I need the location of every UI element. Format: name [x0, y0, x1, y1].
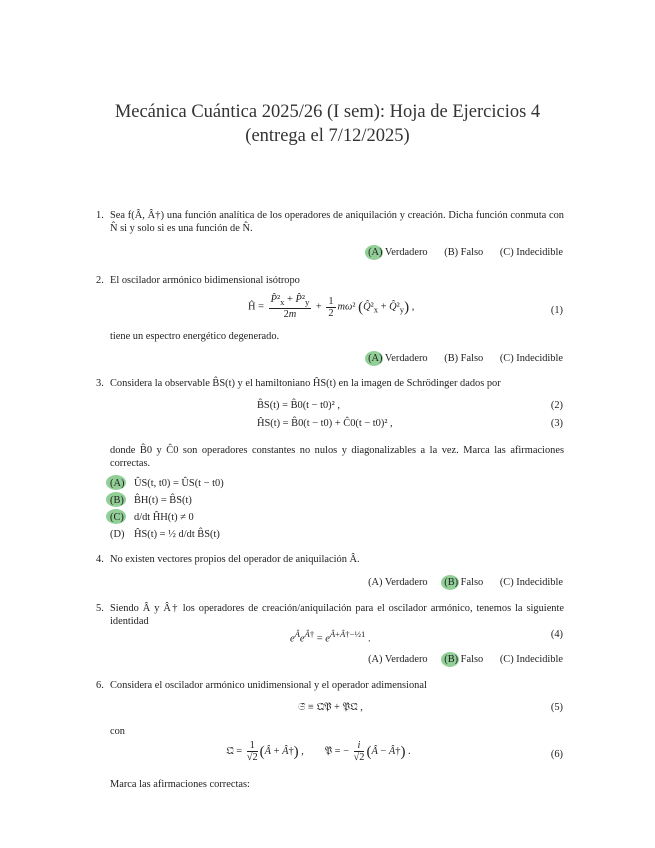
answer-option-false[interactable]: (B) Falso [444, 353, 484, 364]
question-5 [96, 602, 564, 628]
equation-number-2: (2) [550, 400, 563, 411]
answer-option-true[interactable]: (A) Verdadero [368, 247, 428, 258]
answer-option-true[interactable]: (A) Verdadero [368, 577, 428, 588]
item-text: ÛS(t, t0) = ÛS(t − t0) [134, 478, 224, 489]
item-a[interactable] [110, 477, 224, 490]
answer-option-false[interactable]: (B) Falso [444, 577, 484, 588]
question-3 [96, 377, 564, 390]
question-number: 1. [96, 210, 104, 221]
i-over-sqrt2: $\frac{i}{√2}$ [353, 740, 365, 763]
answer-group-5 [354, 654, 563, 665]
question-6 [96, 679, 564, 692]
answer-option-false[interactable]: (B) Falso [444, 654, 484, 665]
answer-option-undecidable[interactable]: (C) Indecidible [499, 247, 563, 258]
question-number: 5. [96, 603, 104, 614]
equation-3: ĤS(t) = B̂0(t − t0) + Ĉ0(t − t0)² , [257, 418, 393, 429]
question-3-items [96, 477, 564, 547]
equation-1: Ĥ = $\frac{P̂^2_x + P̂^2_y}{2m}$ + $\frac{1}{2}$ mω² ($Q̂^2_x$ + $Q̂^2_y$) , [248, 294, 415, 321]
answer-option-true[interactable]: (A) Verdadero [368, 654, 428, 665]
question-4 [96, 553, 564, 566]
kinetic-fraction: $\frac{P̂^2_x + P̂^2_y}{2m}$ [270, 294, 310, 321]
item-label: (B) [110, 494, 134, 507]
answer-group-4 [354, 577, 563, 588]
half-fraction: $\frac{1}{2}$ [328, 295, 334, 319]
answer-option-false[interactable]: (B) Falso [444, 247, 484, 258]
answer-option-undecidable[interactable]: (C) Indecidible [499, 654, 563, 665]
item-label: (A) [110, 477, 134, 490]
equation-6: 𝔔̂ = $\frac{1}{√2}$ (Â + Â†) , 𝔓̂ = − $\frac{i}{√2}$ (Â − Â†) . [226, 740, 411, 763]
document-title [0, 100, 655, 148]
equation-number-3: (3) [550, 418, 563, 429]
equation-number-4: (4) [550, 629, 563, 640]
question-text: El oscilador armónico bidimensional isótropo [110, 275, 300, 286]
item-label: (C) [110, 511, 134, 524]
item-b[interactable] [110, 494, 192, 507]
equation-2: B̂S(t) = B̂0(t − t0)² , [257, 400, 340, 411]
answer-option-undecidable[interactable]: (C) Indecidible [499, 577, 563, 588]
question-2 [96, 274, 564, 287]
question-6-con [96, 725, 564, 738]
question-3-outro [96, 444, 564, 470]
question-number: 3. [96, 378, 104, 389]
equation-5: 𝔖̂ ≡ 𝔔̂𝔓̂ + 𝔓̂𝔔̂ , [298, 702, 363, 713]
question-text: No existen vectores propios del operador de aniquilación Â. [110, 554, 360, 565]
equation-number-6: (6) [550, 749, 563, 760]
item-text: B̂H(t) = B̂S(t) [134, 495, 192, 506]
question-text: con [110, 726, 126, 737]
question-text: Considera la observable B̂S(t) y el hamiltoniano ĤS(t) en la imagen de Schrödinger dados por [110, 378, 501, 389]
item-c[interactable] [110, 511, 194, 524]
question-text: Marca las afirmaciones correctas: [110, 779, 250, 790]
title-line-1: Mecánica Cuántica 2025/26 (I sem): Hoja de Ejercicios 4 [114, 102, 541, 122]
question-number: 2. [96, 275, 104, 286]
item-text: d/dt ĤH(t) ≠ 0 [134, 512, 194, 523]
answer-group-2 [354, 353, 563, 364]
equation-lhs: Ĥ = [248, 301, 264, 313]
equation-number-1: (1) [550, 305, 563, 316]
question-number: 4. [96, 554, 104, 565]
answer-group-1 [354, 247, 563, 258]
question-text: Sea f(Â, Â†) una función analítica de los operadores de aniquilación y creación. Dicha función conmuta con N̂ si y solo si es una función de N̂. [110, 210, 564, 235]
question-text: donde B̂0 y Ĉ0 son operadores constantes no nulos y diagonalizables a la vez. Marca las afirmaciones correctas. [110, 445, 564, 470]
inv-sqrt2: $\frac{1}{√2}$ [246, 740, 258, 763]
equation-number-5: (5) [550, 702, 563, 713]
question-number: 6. [96, 680, 104, 691]
question-text: tiene un espectro energético degenerado. [110, 331, 280, 342]
question-6-outro [96, 778, 564, 791]
item-d[interactable] [110, 528, 220, 541]
question-text: Siendo Â y Â† los operadores de creación/aniquilación para el oscilador armónico, tenemos la siguiente identidad [110, 603, 564, 628]
answer-option-undecidable[interactable]: (C) Indecidible [499, 353, 563, 364]
answer-option-true[interactable]: (A) Verdadero [368, 353, 428, 364]
question-2-outro [96, 330, 564, 343]
title-line-2: (entrega el 7/12/2025) [245, 126, 410, 146]
item-label: (D) [110, 529, 125, 540]
equation-4: $e^Âe^{Â\dagger} = e^{Â+Â\dagger-\frac{1}{2}1}$ . [290, 629, 371, 645]
question-1 [96, 209, 564, 235]
question-text: Considera el oscilador armónico unidimensional y el operador adimensional [110, 680, 427, 691]
item-text: ĤS(t) = ½ d/dt B̂S(t) [134, 529, 220, 540]
